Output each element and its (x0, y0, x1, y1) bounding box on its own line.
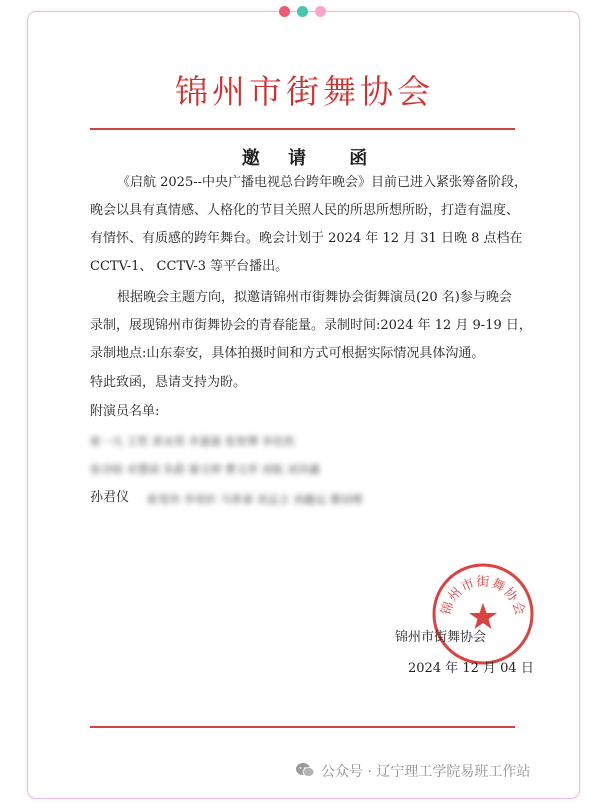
roster-row-3-name: 孙君仪 (90, 490, 130, 505)
heading-char: 邀 (241, 148, 260, 169)
official-seal (430, 561, 536, 667)
paragraph-2-line: 根据晚会主题方向，拟邀请锦州市街舞协会街舞演员(20 名)参与晚会 (117, 290, 512, 305)
top-rule (90, 128, 515, 130)
paragraph-2-line: 录制，展现锦州市街舞协会的青春能量。录制时间:2024 年 12 月 9-19 日， (90, 318, 532, 333)
roster-row-2: 张诗晗 卓慧函 朱蔚 谢文婷 曹文萍 刘航 刘译鑫 (90, 463, 320, 476)
window-dots (279, 6, 327, 18)
signature-org: 锦州市街舞协会 (395, 630, 487, 645)
paragraph-2-line: 录制地点:山东泰安，具体拍摄时间和方式可根据实际情况具体沟通。 (90, 346, 485, 361)
bottom-rule (90, 726, 515, 728)
org-title: 锦州市街舞协会 (175, 72, 434, 111)
teal-dot (297, 6, 308, 17)
footer-source: 公众号 · 辽宁理工学院易班工作站 (321, 764, 531, 780)
roster-label: 附演员名单: (90, 404, 160, 419)
roster-row-1: 崔一凡 王哲 黄业贤 李嘉霖 张智博 李佳然 (90, 435, 295, 448)
pink-dot (315, 6, 326, 17)
red-dot (279, 6, 290, 17)
paragraph-1-line: 有情怀、有质感的跨年舞台。晚会计划于 2024 年 12 月 31 日晚 8 点档在 (90, 231, 523, 246)
roster-row-3: 崔雯珍 李昊轩 马希睿 刘孟言 刘鑫远 董而晴 (147, 493, 363, 506)
wechat-icon (295, 762, 315, 778)
heading-char: 函 (349, 148, 368, 169)
paragraph-1-line: 《启航 2025--中央广播电视总台跨年晚会》目前已进入紧张筹备阶段， (117, 175, 528, 190)
closing-line: 特此致函，恳请支持为盼。 (90, 375, 247, 390)
paragraph-1-line: CCTV-1、 CCTV-3 等平台播出。 (90, 259, 289, 274)
heading-char: 请 (288, 148, 306, 169)
invitation-letter (43, 20, 566, 795)
letter-heading (43, 144, 566, 170)
paragraph-1-line: 晚会以具有真情感、人格化的节目关照人民的所思所想所盼，打造有温度、 (90, 203, 520, 218)
signature-date: 2024 年 12 月 04 日 (408, 661, 534, 676)
svg-text:锦州市街舞协会: 锦州市街舞协会 (438, 574, 528, 618)
